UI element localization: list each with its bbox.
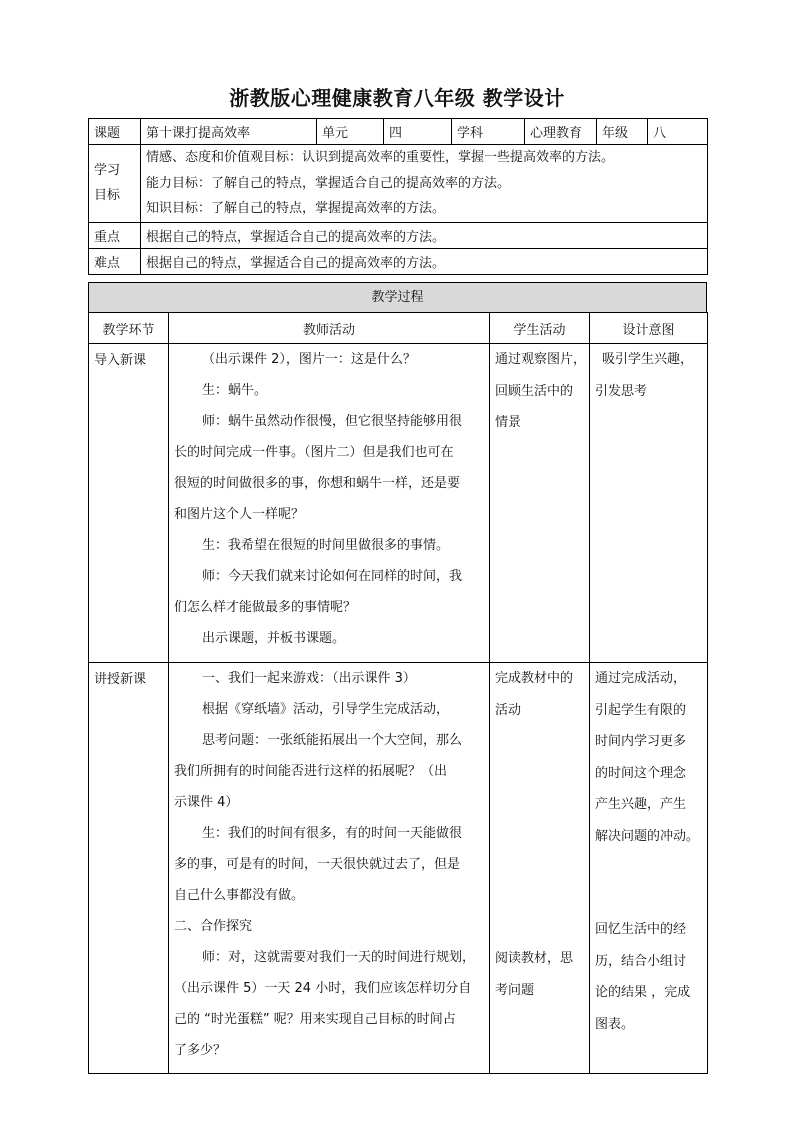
lesson-value: 第十课打提高效率: [141, 119, 317, 145]
key-value: 根据自己的特点，掌握适合自己的提高效率的方法。: [141, 222, 708, 248]
spacer: [595, 883, 707, 914]
goal-line: 能力目标：了解自己的特点，掌握适合自己的提高效率的方法。: [146, 175, 511, 191]
stage-intro: 导入新课: [89, 344, 169, 663]
goals-row: [89, 145, 708, 223]
spacer: [495, 726, 589, 757]
difficult-value: 根据自己的特点，掌握适合自己的提高效率的方法。: [141, 248, 708, 274]
text-line: 回顾生活中的: [495, 383, 574, 399]
subject-label: 学科: [452, 119, 525, 145]
text-line: 吸引学生兴趣，: [602, 352, 694, 367]
process-heading: 教学过程: [88, 282, 707, 313]
key-row: [89, 222, 708, 248]
difficult-label: 难点: [89, 248, 141, 274]
column-header: 教学环节: [89, 313, 169, 344]
text-line: 思考问题：一张纸能拓展出一个大空间，那么: [202, 733, 463, 748]
text-line: 很短的时间做很多的事，你想和蜗牛一样，还是要: [174, 476, 461, 491]
page-title: 浙教版心理健康教育八年级 教学设计: [229, 86, 565, 110]
spacer: [495, 819, 589, 850]
lesson-label: 课题: [89, 119, 141, 145]
text-line: 师：今天我们就来讨论如何在同样的时间，我: [202, 569, 463, 584]
goals-cell: [141, 145, 708, 223]
text-line: （出示课件 5）一天 24 小时，我们应该怎样切分自: [174, 981, 472, 996]
text-line: 生：我希望在很短的时间里做很多的事情。: [202, 538, 450, 553]
text-line: 我们所拥有的时间能否进行这样的拓展呢？（出: [174, 764, 448, 779]
text-line: 阅读教材，思: [495, 951, 574, 966]
student-activity-teach: [490, 663, 590, 1074]
text-line: 活动: [495, 702, 522, 718]
info-row: [89, 119, 708, 145]
process-table: [88, 312, 708, 1074]
design-intent-teach: [590, 663, 708, 1074]
text-line: 示课件 4）: [174, 795, 239, 810]
spacer: [595, 852, 707, 883]
grade-value: 八: [648, 119, 708, 145]
text-line: 师：对，这就需要对我们一天的时间进行规划，: [202, 950, 476, 965]
text-line: 图表。: [595, 1016, 635, 1032]
column-header: 学生活动: [490, 313, 590, 344]
grade-label: 年级: [597, 119, 648, 145]
spacer: [495, 788, 589, 819]
text-line: 们怎么样才能做最多的事情呢？: [174, 600, 357, 615]
spacer: [495, 881, 589, 912]
goal-line: 情感、态度和价值观目标：认识到提高效率的重要性，掌握一些提高效率的方法。: [146, 150, 615, 165]
spacer: [495, 912, 589, 943]
text-line: 根据《穿纸墙》活动，引导学生完成活动，: [202, 702, 450, 717]
text-line: 多的事，可是有的时间，一天很快就过去了，但是: [174, 857, 461, 872]
stage-teach: 讲授新课: [89, 663, 169, 1074]
text-line: 的时间这个理念: [595, 765, 687, 781]
process-header-row: [89, 313, 708, 344]
goals-label: 学习目标: [89, 145, 141, 223]
text-line: （出示课件 2），图片一：这是什么？: [202, 352, 416, 367]
text-line: 和图片这个人一样呢？: [174, 507, 305, 522]
text-line: 完成教材中的: [495, 671, 574, 686]
text-line: 生：我们的时间有很多，有的时间一天能做很: [202, 826, 463, 841]
teach-row: [89, 663, 708, 1074]
text-line: 引起学生有限的: [595, 702, 687, 718]
text-line: 一、我们一起来游戏：（出示课件 3）: [202, 671, 416, 686]
text-line: 自己什么事都没有做。: [174, 888, 305, 903]
difficult-row: [89, 248, 708, 274]
design-intent-intro: [590, 344, 708, 663]
text-line: 历，结合小组讨: [595, 953, 687, 969]
text-line: 解决问题的冲动。: [595, 828, 700, 844]
text-line: 情景: [495, 415, 522, 430]
teacher-activity-intro: [169, 344, 490, 663]
unit-label: 单元: [317, 119, 384, 145]
key-label: 重点: [89, 222, 141, 248]
text-line: 生：蜗牛。: [202, 383, 268, 398]
spacer: [495, 757, 589, 788]
text-line: 时间内学习更多: [595, 734, 687, 749]
text-line: 通过完成活动，: [595, 671, 687, 686]
text-line: 己的 “时光蛋糕” 呢？用来实现自己目标的时间占: [174, 1012, 456, 1027]
text-line: 论的结果 ，完成: [595, 985, 691, 1000]
text-line: 回忆生活中的经: [595, 922, 687, 937]
text-line: 引发思考: [595, 383, 648, 399]
text-line: 二、合作探究: [174, 919, 253, 934]
text-line: 长的时间完成一件事。（图片二）但是我们也可在: [174, 445, 454, 460]
goal-line: 知识目标：了解自己的特点，掌握提高效率的方法。: [146, 201, 446, 216]
text-line: 了多少？: [174, 1043, 227, 1058]
column-header: 教师活动: [169, 313, 490, 344]
subject-value: 心理教育: [525, 119, 597, 145]
student-activity-intro: [490, 344, 590, 663]
intro-row: [89, 344, 708, 663]
column-header: 设计意图: [590, 313, 708, 344]
text-line: 考问题: [495, 982, 535, 998]
unit-value: 四: [384, 119, 452, 145]
text-line: 出示课题，并板书课题。: [202, 631, 346, 646]
teacher-activity-teach: [169, 663, 490, 1074]
spacer: [495, 850, 589, 881]
text-line: 通过观察图片，: [495, 352, 587, 367]
text-line: 产生兴趣，产生: [595, 797, 687, 812]
text-line: 师：蜗牛虽然动作很慢，但它很坚持能够用很: [202, 414, 463, 429]
info-table: [88, 118, 708, 275]
